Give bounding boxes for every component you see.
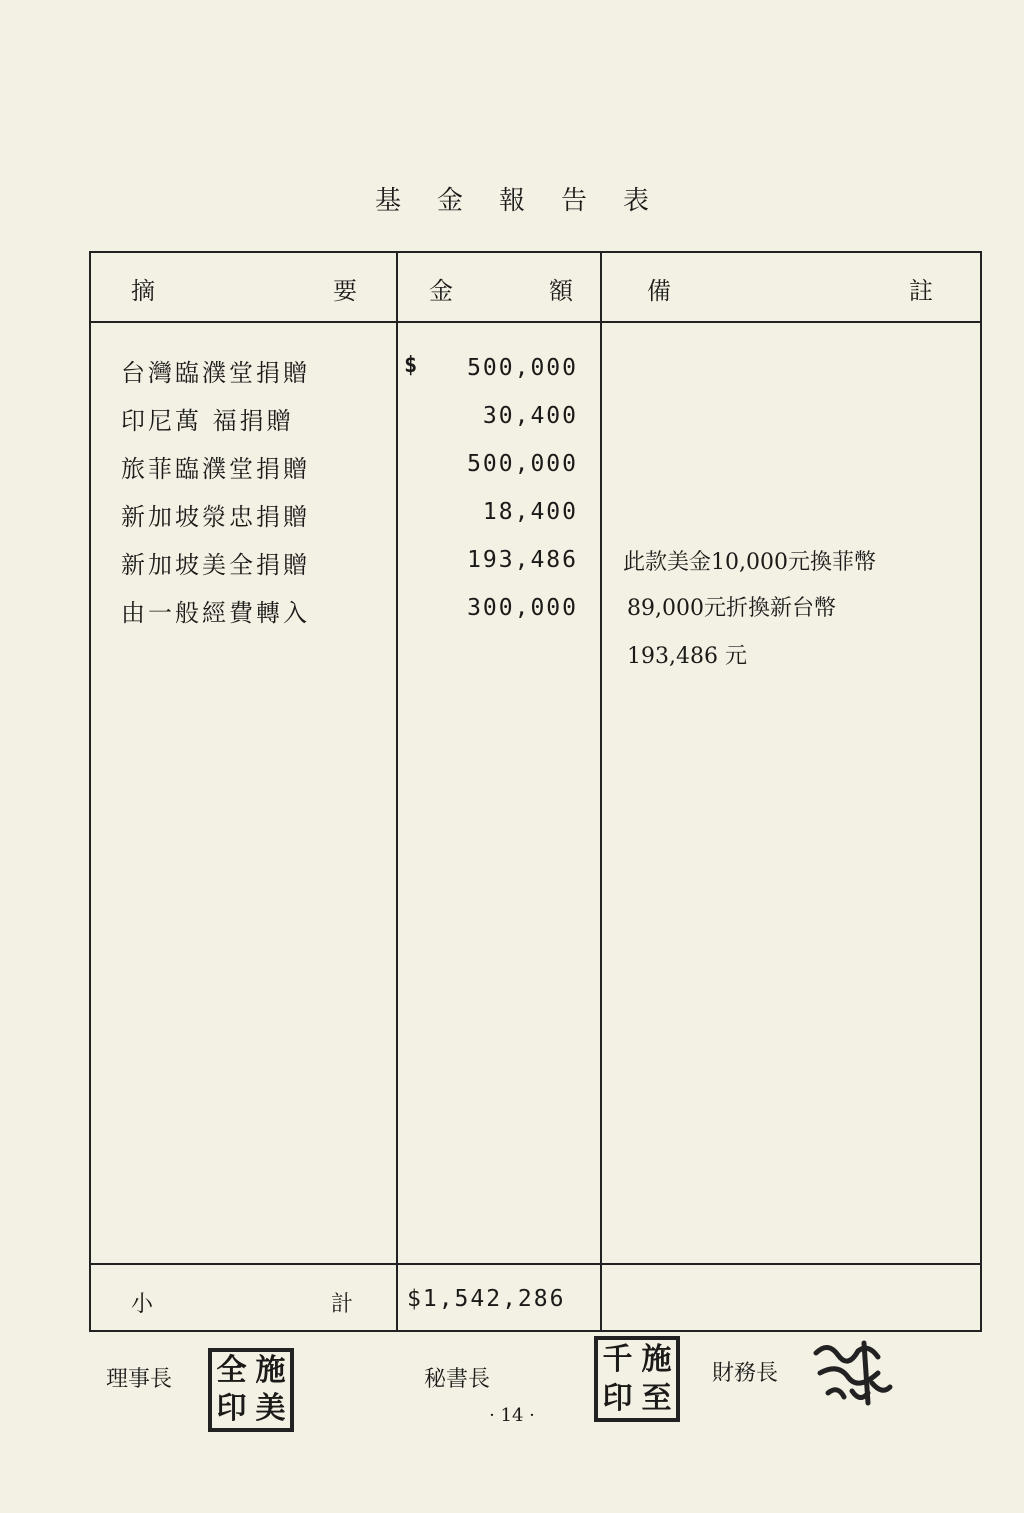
header-amount-right: 額 xyxy=(549,277,573,305)
row-desc-3: 旅菲臨濮堂捐贈 xyxy=(121,455,310,483)
row-desc-1: 台灣臨濮堂捐贈 xyxy=(121,359,310,387)
remark-line-3: 193,486 元 xyxy=(627,644,747,669)
chairman-label: 理事長 xyxy=(106,1367,173,1392)
row-amount-6: 300,000 xyxy=(467,595,578,621)
remark-line-1: 此款美金10,000元換菲幣 xyxy=(623,550,876,575)
subtotal-amount: $1,542,286 xyxy=(407,1286,566,1312)
amount-column xyxy=(398,253,578,1253)
row-desc-5: 新加坡美全捐贈 xyxy=(121,551,310,579)
seal-char: 印 xyxy=(602,1380,633,1416)
seal-char: 千 xyxy=(602,1341,633,1377)
seal-char: 至 xyxy=(641,1380,672,1416)
subtotal-divider xyxy=(91,1263,980,1265)
report-title: 基金報告表 xyxy=(374,186,685,216)
row-desc-6: 由一般經費轉入 xyxy=(121,599,310,627)
page-number: · 14 · xyxy=(489,1405,535,1426)
currency-symbol: $ xyxy=(404,353,418,378)
row-amount-3: 500,000 xyxy=(467,451,578,477)
subtotal-label-left: 小 xyxy=(131,1292,154,1317)
fund-report-table xyxy=(89,251,982,1332)
seal-char: 施 xyxy=(255,1353,286,1388)
treasurer-signature xyxy=(808,1333,898,1413)
header-summary-left: 摘 xyxy=(131,277,155,305)
column-divider xyxy=(600,253,602,1330)
header-amount-left: 金 xyxy=(429,277,453,305)
row-amount-2: 30,400 xyxy=(482,403,578,429)
seal-char: 施 xyxy=(641,1341,672,1377)
seal-char: 美 xyxy=(255,1391,286,1426)
seal-char: 全 xyxy=(216,1353,247,1388)
header-remark-right: 註 xyxy=(909,277,933,305)
header-summary-right: 要 xyxy=(333,277,357,305)
row-amount-5: 193,486 xyxy=(467,547,578,573)
subtotal-label-right: 計 xyxy=(331,1292,354,1317)
secretary-label: 秘書長 xyxy=(424,1367,491,1392)
row-amount-1: 500,000 xyxy=(467,355,578,381)
remark-line-2: 89,000元折換新台幣 xyxy=(627,596,836,621)
seal-char: 印 xyxy=(216,1391,247,1426)
row-amount-4: 18,400 xyxy=(482,499,578,525)
header-remark-left: 備 xyxy=(647,277,671,305)
row-desc-4: 新加坡滎忠捐贈 xyxy=(121,503,310,531)
row-desc-2: 印尼萬 福捐贈 xyxy=(121,407,294,435)
treasurer-label: 財務長 xyxy=(712,1361,779,1386)
